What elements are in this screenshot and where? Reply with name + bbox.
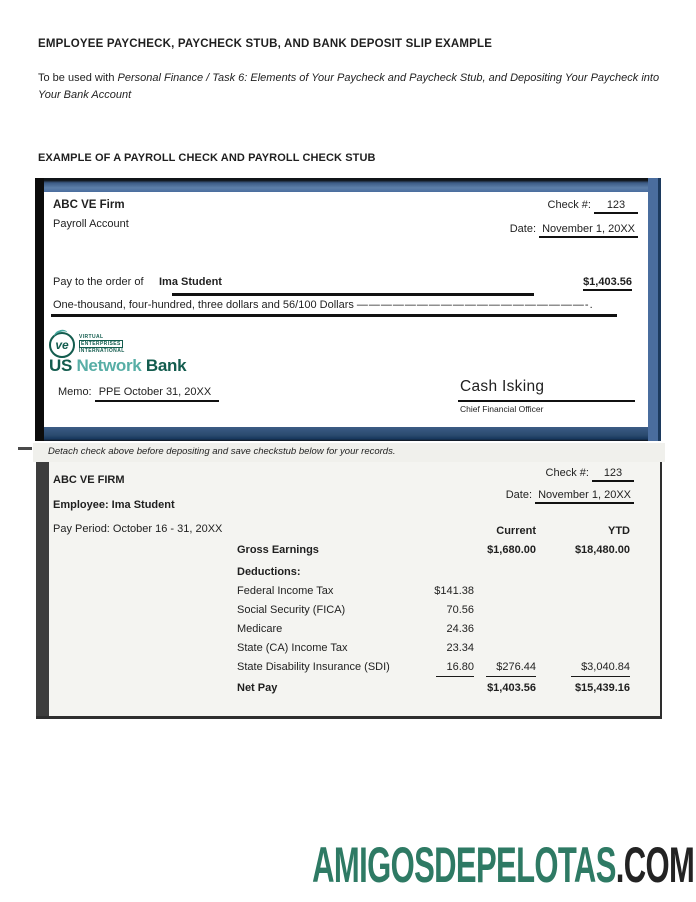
site-watermark [312,836,694,894]
check-top-border [44,178,661,192]
check-number-label: Check #: [547,199,591,211]
bank-wordmark-network: Network [76,356,142,375]
table-row-state-disability: State Disability Insurance (SDI) 16.80 $276.44 $3,040.84 [237,660,630,679]
subtitle-prefix: To be used with [38,72,118,84]
check-amount [583,276,632,288]
ve-word-international: INTERNATIONAL [79,348,125,354]
table-row-gross-earnings: Gross Earnings $1,680.00 $18,480.00 [237,544,630,556]
bank-wordmark-bank: Bank [141,356,187,375]
detach-note: Detach check above before depositing and save checkstub below for your records. [48,446,396,457]
stub-check-number-value: 123 [592,467,634,482]
payroll-check [35,178,661,441]
bank-wordmark [49,356,186,376]
section-heading: EXAMPLE OF A PAYROLL CHECK AND PAYROLL CHECK STUB [38,152,376,164]
stub-employee: Employee: Ima Student [53,499,175,511]
watermark-name: AMIGOSDEPELOTAS [311,837,616,893]
payee-underline [172,293,534,296]
check-date-field [510,223,638,238]
check-date-label: Date: [509,223,536,235]
ve-word-enterprises: ENTERPRISES [81,341,121,347]
amount-words-dashes: ———————————————————-. [356,299,594,311]
check-number-value: 123 [594,199,638,214]
stub-date-label: Date: [505,489,532,501]
payee-name: Ima Student [159,276,222,288]
stub-check-number-label: Check #: [545,467,589,479]
earnings-table [237,524,630,700]
ve-emblem-icon: ve [49,332,75,358]
amount-in-words [53,299,594,311]
table-header-row [237,524,630,543]
stub-left-bar [36,462,49,716]
amount-words-underline [51,314,617,317]
memo-field [58,386,219,402]
check-body [44,192,648,427]
stub-date-field [506,489,634,504]
memo-label: Memo: [58,386,92,398]
check-date-value: November 1, 20XX [539,223,638,238]
stub-pay-period: Pay Period: October 16 - 31, 20XX [53,523,223,535]
ve-word-virtual: VIRTUAL [79,334,104,340]
table-row-federal-income-tax: Federal Income Tax $141.38 [237,585,474,597]
stub-date-value: November 1, 20XX [535,489,634,504]
pay-to-label: Pay to the order of [53,276,144,288]
subtitle-italic: Personal Finance / Task 6: Elements of Your Paycheck and Paycheck Stub, and Depositing Your Paycheck into Your Bank Account [38,72,660,101]
signature-line [458,400,635,402]
memo-value: PPE October 31, 20XX [95,386,220,402]
table-row-medicare: Medicare 24.36 [237,623,474,635]
check-right-border [648,178,661,441]
signature-name: Cash Isking [460,378,545,395]
table-row-deductions-heading: Deductions: [237,566,301,578]
bank-logo [49,332,229,376]
signature-title: Chief Financial Officer [460,404,544,414]
paycheck-stub [36,462,662,719]
document-title: EMPLOYEE PAYCHECK, PAYCHECK STUB, AND BANK DEPOSIT SLIP EXAMPLE [38,38,493,50]
table-row-state-income-tax: State (CA) Income Tax 23.34 [237,642,474,654]
detach-cut-mark [18,447,32,450]
detach-strip [33,443,665,462]
check-account-label: Payroll Account [53,218,129,230]
check-bottom-border [44,427,661,441]
table-row-net-pay: Net Pay $1,403.56 $15,439.16 [237,682,630,694]
column-header-current: Current [496,525,536,537]
stub-company-name: ABC VE FIRM [53,474,125,486]
table-row-social-security: Social Security (FICA) 70.56 [237,604,474,616]
check-company-name: ABC VE Firm [53,199,125,211]
amount-words-text: One-thousand, four-hundred, three dollars and 56/100 Dollars [53,299,357,311]
bank-wordmark-us: US [49,356,77,375]
watermark-tld: .COM [615,837,694,893]
stub-check-number-field [546,467,634,482]
document-subtitle [38,70,668,104]
ve-wordstack [79,334,125,354]
column-header-ytd: YTD [608,525,630,537]
check-amount-value: $1,403.56 [583,276,632,291]
check-left-bar [35,178,44,441]
check-number-field [548,199,638,214]
